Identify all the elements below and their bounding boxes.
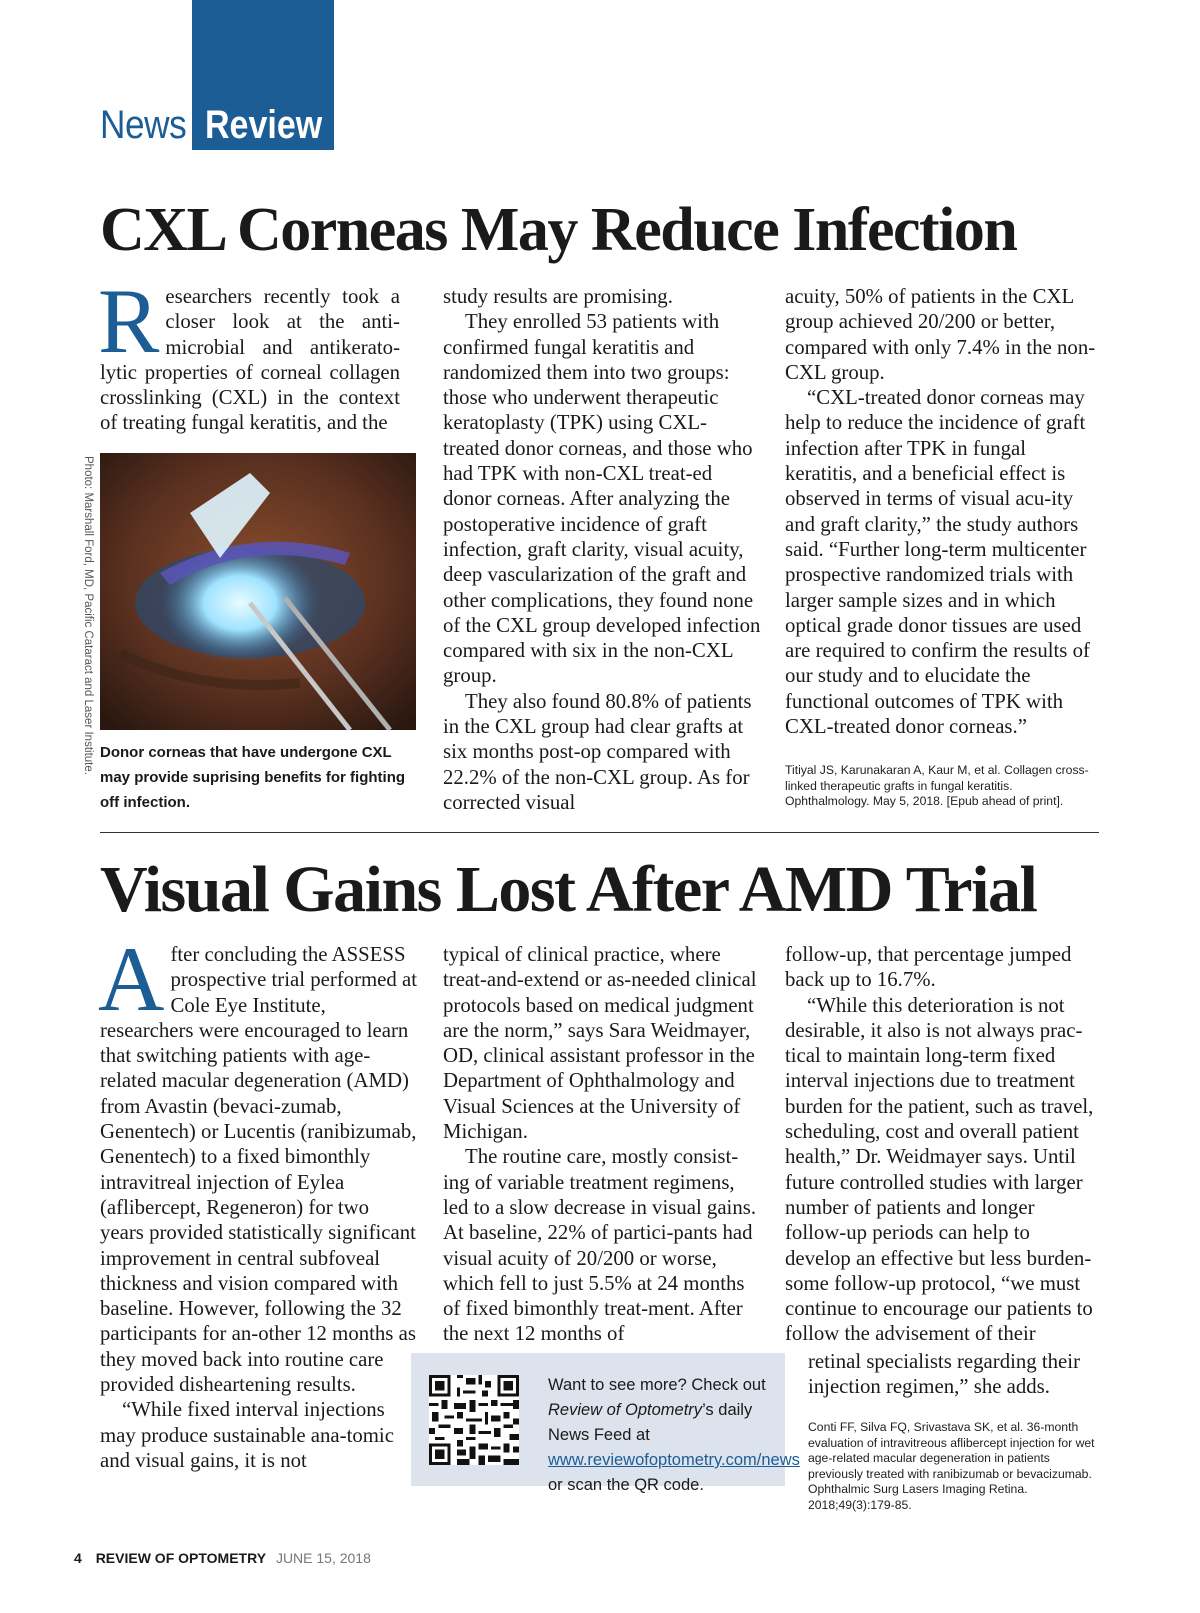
qr-code-icon[interactable] bbox=[429, 1375, 519, 1465]
article2-column3 bbox=[785, 942, 1100, 1347]
page-number: 4 bbox=[74, 1550, 82, 1566]
page-footer bbox=[74, 1550, 371, 1566]
article2-col1-paragraph2: “While fixed interval injections may produce sustainable ana-tomic and visual gains, it is not bbox=[100, 1398, 394, 1472]
cxl-procedure-photo bbox=[100, 453, 416, 730]
promo-line2: ’s daily News Feed at bbox=[548, 1401, 753, 1444]
article2-col2-paragraph1: typical of clinical practice, where treat-and-extend or as-needed clinical protocols based on medical judgment are the norm,” says Sara Weidmayer, OD, clinical assistant professor in the Department of Ophthalmology and Visual Sciences at the University of Michigan. bbox=[443, 943, 757, 1144]
article2-col2-paragraph2: The routine care, mostly consist-ing of variable treatment regimens, led to a slow decrease in visual gains. At baseline, 22% of partici-pants had visual acuity of 20/200 or worse, which fell to just 5.5% at 24 months of fixed bimonthly treat-ment. After the next 12 months of bbox=[443, 1145, 757, 1346]
promo-line3: or scan the QR code. bbox=[548, 1476, 704, 1494]
article2-headline: Visual Gains Lost After AMD Trial bbox=[100, 853, 1037, 926]
section-label-news: News bbox=[100, 103, 187, 147]
article2-column2 bbox=[443, 942, 761, 1347]
article2-dropcap: A bbox=[98, 928, 165, 1030]
section-label-review: Review bbox=[205, 103, 323, 147]
promo-text bbox=[548, 1373, 800, 1498]
article1-citation: Titiyal JS, Karunakaran A, Kaur M, et al. Collagen cross-linked therapeutic grafts in fungal keratitis. Ophthalmology. May 5, 2018. [Epub ahead of print]. bbox=[785, 763, 1089, 808]
magazine-name: REVIEW OF OPTOMETRY bbox=[95, 1550, 267, 1566]
article1-headline: CXL Corneas May Reduce Infection bbox=[100, 196, 1017, 264]
article1-column3 bbox=[785, 284, 1100, 739]
article1-col2-paragraph2: They enrolled 53 patients with confirmed fungal keratitis and randomized them into two groups: those who underwent therapeutic keratoplasty (TPK) using CXL-treated donor corneas, and those who had TPK with non-CXL treat-ed donor corneas. After analyzing the postoperative incidence of graft infection, graft clarity, visual acuity, deep vascularization of the graft and other complications, they found none of the CXL group developed infection compared with six in the non-CXL group. bbox=[443, 310, 761, 688]
article2-col1-paragraph1: fter concluding the ASSESS prospective trial performed at Cole Eye Institute, researchers were encouraged to learn that switching patients with age-related macular degeneration (AMD) from Avastin (bevaci-zumab, Genentech) or Lucentis (ranibizumab, Genentech) to a fixed bimonthly intravitreal injection of Eylea (aflibercept, Regeneron) for two years provided statistically significant improvement in central subfoveal thickness and vision compared with baseline. However, following the 32 participants for an-other 12 months as they moved back into routine care provided disheartening results. bbox=[100, 943, 418, 1397]
article1-column2 bbox=[443, 284, 761, 815]
article2-col3-paragraph3: retinal specialists regarding their injection regimen,” she adds. bbox=[808, 1350, 1080, 1399]
article1-col2-paragraph3: They also found 80.8% of patients in the CXL group had clear grafts at six months post-op compared with 22.2% of the non-CXL group. As for corrected visual bbox=[443, 689, 752, 814]
promo-journal-name: Review of Optometry bbox=[548, 1401, 703, 1419]
promo-box bbox=[411, 1353, 800, 1494]
article1-col2-paragraph1: study results are promising. bbox=[443, 285, 673, 308]
photo-credit: Photo: Marshall Ford, MD, Pacific Cataract and Laser Institute. bbox=[82, 456, 94, 775]
article1-column1 bbox=[98, 270, 400, 436]
article2-column1 bbox=[98, 928, 418, 1473]
article2-col3-paragraph1: follow-up, that percentage jumped back up to 16.7%. bbox=[785, 943, 1072, 992]
promo-line1: Want to see more? Check out bbox=[548, 1376, 766, 1394]
article1-col3-paragraph2: “CXL-treated donor corneas may help to reduce the incidence of graft infection after TPK in fungal keratitis, and a beneficial effect is observed in terms of visual acu-ity and graft clarity,” the study authors said. “Further long-term multicenter prospective randomized trials with larger sample sizes and in which optical grade donor tissues are used are required to confirm the results of our study and to elucidate the functional outcomes of TPK with CXL-treated donor corneas.” bbox=[785, 386, 1090, 739]
article1-col3-paragraph1: acuity, 50% of patients in the CXL group achieved 20/200 or better, compared with only 7.4% in the non-CXL group. bbox=[785, 285, 1096, 384]
article2-column3-continued bbox=[808, 1349, 1100, 1400]
issue-date: JUNE 15, 2018 bbox=[275, 1550, 371, 1566]
article1-col1-paragraph: esearchers recently took a closer look at the anti-microbial and antikerato-lytic properties of corneal collagen crosslinking (CXL) in the context of treating fungal keratitis, and the bbox=[100, 285, 400, 435]
article-divider bbox=[100, 832, 1099, 833]
article1-dropcap: R bbox=[98, 270, 160, 372]
promo-news-link[interactable]: www.reviewofoptometry.com/news bbox=[548, 1451, 800, 1469]
article2-col3-paragraph2: “While this deterioration is not desirable, it also is not always prac-tical to maintain long-term fixed interval injections due to treatment burden for the patient, such as travel, scheduling, cost and overall patient health,” Dr. Weidmayer says. Until future controlled studies with larger number of patients and longer follow-up periods can help to develop an effective but less burden-some follow-up protocol, “we must continue to encourage our patients to follow the advisement of their bbox=[785, 993, 1094, 1346]
article2-citation: Conti FF, Silva FQ, Srivastava SK, et al. 36-month evaluation of intravitreous aflibercept injection for wet age-related macular degeneration in patients previously treated with ranibizumab or bevacizumab. Ophthalmic Surg Lasers Imaging Retina. 2018;49(3):179-85. bbox=[808, 1420, 1095, 1512]
photo-caption: Donor corneas that have undergone CXL may provide suprising benefits for fighting off infection. bbox=[100, 744, 406, 811]
